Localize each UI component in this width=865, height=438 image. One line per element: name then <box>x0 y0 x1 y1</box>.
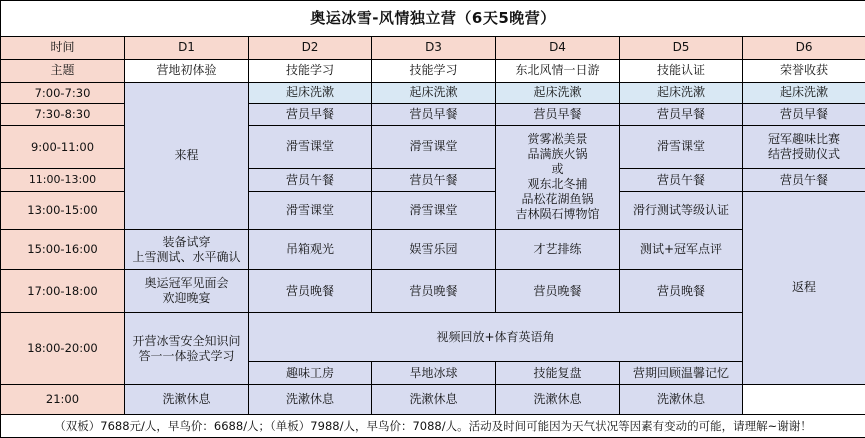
d4-talent-cell: 才艺排练 <box>496 229 620 270</box>
d1-welcome-cell: 奥运冠军见面会 欢迎晚宴 <box>125 270 249 313</box>
d4-dinner-cell: 营员晚餐 <box>496 270 620 313</box>
d6-empty-cell <box>743 384 865 415</box>
d4-tour-cell: 赏雾凇美景 品满族火锅 或 观东北冬捕 品松花湖鱼锅 吉林陨石博物馆 <box>496 125 620 229</box>
theme-d2: 技能学习 <box>249 60 372 82</box>
time-column-header: 时间 <box>1 36 125 59</box>
d1-gear-cell: 装备试穿 上雪测试、水平确认 <box>125 229 249 270</box>
price-footer: （双板）7688元/人，早鸟价：6688/人；（单板）7988/人，早鸟价：7088/人。活动及时间可能因为天气状况等因素有变动的可能，请理解~谢谢！ <box>1 415 865 438</box>
d4-wake-cell: 起床洗漱 <box>496 82 620 103</box>
d2-fun-workshop-cell: 趣味工房 <box>249 362 372 384</box>
d3-ski-class-pm: 滑雪课堂 <box>372 191 496 229</box>
time-slot-0900: 9:00-11:00 <box>1 125 125 169</box>
day-header-d4: D4 <box>496 36 620 59</box>
day-header-d2: D2 <box>249 36 372 59</box>
d5-dinner-cell: 营员晚餐 <box>620 270 743 313</box>
d5-breakfast-cell: 营员早餐 <box>620 104 743 125</box>
time-slot-1100: 11:00-13:00 <box>1 169 125 191</box>
day-header-d5: D5 <box>620 36 743 59</box>
theme-row-label: 主题 <box>1 60 125 82</box>
d2-ski-class-am: 滑雪课堂 <box>249 125 372 169</box>
d5-lunch-cell: 营员午餐 <box>620 169 743 191</box>
d1-arrival-cell: 来程 <box>125 82 249 229</box>
d3-ice-hockey-cell: 旱地冰球 <box>372 362 496 384</box>
d2-ski-class-pm: 滑雪课堂 <box>249 191 372 229</box>
d4-rest-cell: 洗漱休息 <box>496 384 620 415</box>
time-slot-1300: 13:00-15:00 <box>1 191 125 229</box>
d3-snowpark-cell: 娱雪乐园 <box>372 229 496 270</box>
d4-breakfast-cell: 营员早餐 <box>496 104 620 125</box>
d5-test-cell: 滑行测试等级认证 <box>620 191 743 229</box>
d1-rest-cell: 洗漱休息 <box>125 384 249 415</box>
d3-lunch-cell: 营员午餐 <box>372 169 496 191</box>
time-slot-2100: 21:00 <box>1 384 125 415</box>
d3-breakfast-cell: 营员早餐 <box>372 104 496 125</box>
time-slot-1700: 17:00-18:00 <box>1 270 125 313</box>
d6-lunch-cell: 营员午餐 <box>743 169 865 191</box>
schedule-title: 奥运冰雪-风情独立营（6天5晚营） <box>1 1 865 37</box>
theme-d4: 东北风情一日游 <box>496 60 620 82</box>
d3-dinner-cell: 营员晚餐 <box>372 270 496 313</box>
d6-wake-cell: 起床洗漱 <box>743 82 865 103</box>
theme-d1: 营地初体验 <box>125 60 249 82</box>
d5-ski-class-am: 滑雪课堂 <box>620 125 743 169</box>
d3-ski-class-am: 滑雪课堂 <box>372 125 496 169</box>
day-header-d3: D3 <box>372 36 496 59</box>
d2-lunch-cell: 营员午餐 <box>249 169 372 191</box>
theme-d6: 荣誉收获 <box>743 60 865 82</box>
theme-d5: 技能认证 <box>620 60 743 82</box>
time-slot-0700: 7:00-7:30 <box>1 82 125 103</box>
d6-return-cell: 返程 <box>743 191 865 384</box>
d2-dinner-cell: 营员晚餐 <box>249 270 372 313</box>
time-slot-0730: 7:30-8:30 <box>1 104 125 125</box>
video-english-cell: 视频回放+体育英语角 <box>249 313 743 362</box>
d1-safety-cell: 开营冰雪安全知识问 答一一体验式学习 <box>125 313 249 384</box>
d2-rest-cell: 洗漱休息 <box>249 384 372 415</box>
d6-breakfast-cell: 营员早餐 <box>743 104 865 125</box>
d6-ceremony-cell: 冠军趣味比赛 结营授勋仪式 <box>743 125 865 169</box>
d5-rest-cell: 洗漱休息 <box>620 384 743 415</box>
d5-memory-cell: 营期回顾温馨记忆 <box>620 362 743 384</box>
day-header-d6: D6 <box>743 36 865 59</box>
d2-breakfast-cell: 营员早餐 <box>249 104 372 125</box>
d3-wake-cell: 起床洗漱 <box>372 82 496 103</box>
theme-d3: 技能学习 <box>372 60 496 82</box>
d4-skill-review-cell: 技能复盘 <box>496 362 620 384</box>
d5-wake-cell: 起床洗漱 <box>620 82 743 103</box>
d5-test-review-cell: 测试+冠军点评 <box>620 229 743 270</box>
time-slot-1500: 15:00-16:00 <box>1 229 125 270</box>
d2-wake-cell: 起床洗漱 <box>249 82 372 103</box>
d3-rest-cell: 洗漱休息 <box>372 384 496 415</box>
day-header-d1: D1 <box>125 36 249 59</box>
time-slot-1800: 18:00-20:00 <box>1 313 125 384</box>
d2-cable-car-cell: 吊箱观光 <box>249 229 372 270</box>
